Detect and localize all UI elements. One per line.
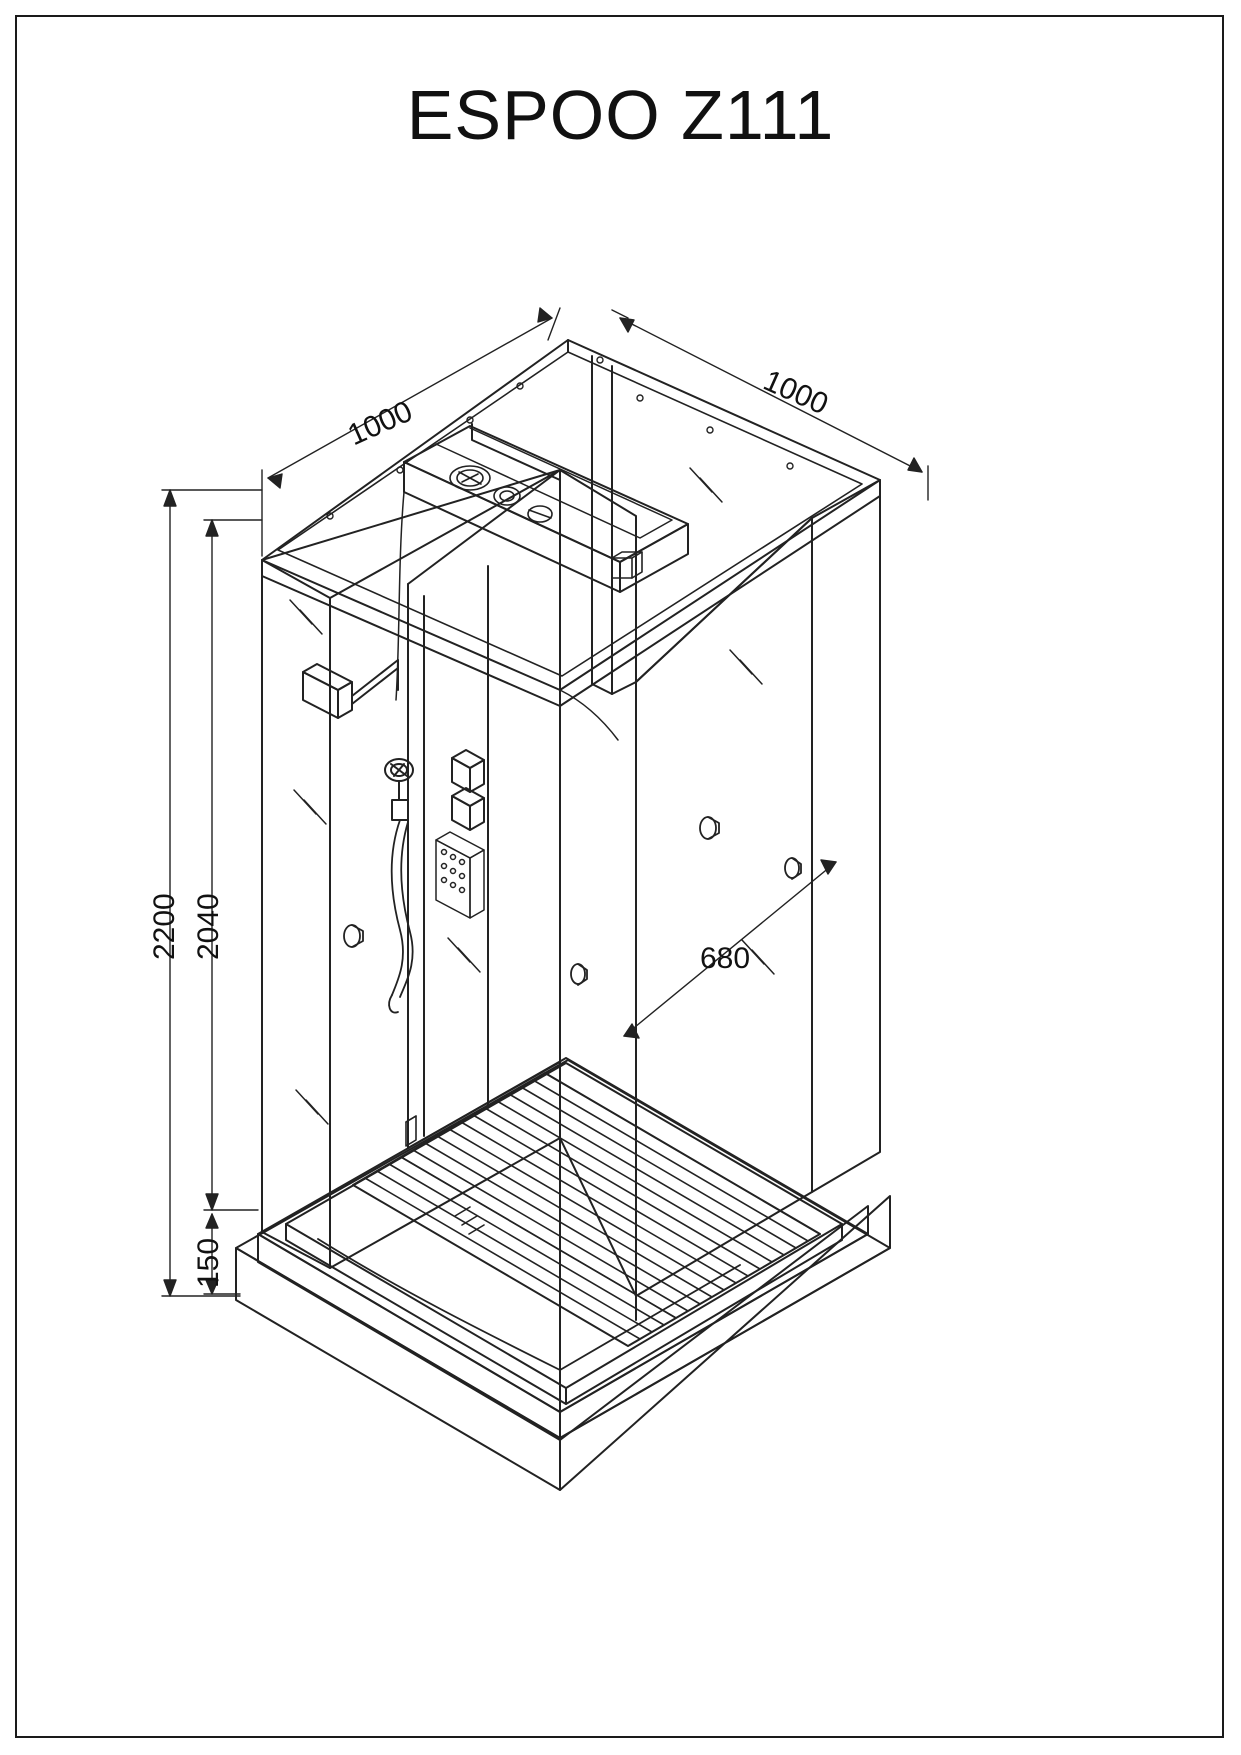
door-handle-rear — [785, 858, 801, 879]
ceiling-panel-cable — [396, 492, 618, 740]
glass-panel-right-highlights — [690, 468, 774, 974]
ceiling-speaker — [494, 487, 520, 505]
shower-tray — [258, 1058, 868, 1440]
massage-jets — [436, 832, 484, 918]
door-handle-left — [344, 925, 363, 947]
shelf-brackets — [303, 660, 398, 718]
base-pedestal — [236, 1060, 890, 1490]
dimension-label-width-right: 1000 — [758, 364, 833, 422]
overhead-light — [450, 466, 490, 490]
glass-panel-left-highlights — [290, 600, 328, 1124]
door-handle-right — [700, 817, 719, 839]
dimension-label-base-height: 150 — [192, 1237, 225, 1288]
ceiling-fan-vent — [528, 506, 552, 522]
page-title: ESPOO Z111 — [406, 76, 835, 154]
shower-hose — [389, 820, 413, 1013]
glass-panel-right — [636, 480, 880, 1296]
dimension-label-cabin-height: 2040 — [192, 893, 225, 960]
door-handle-front — [571, 964, 587, 985]
massage-jet-panel — [452, 750, 484, 830]
ceiling-control-panel — [404, 424, 688, 592]
ceiling-sprinkler — [612, 552, 642, 578]
dimension-label-door-opening: 680 — [700, 942, 751, 975]
dimension-lines — [162, 308, 928, 1296]
door-glass-highlights — [448, 938, 480, 972]
dimension-label-depth-left: 1000 — [343, 394, 418, 453]
aluminium-frame-profiles — [560, 340, 636, 1412]
dimension-label-total-height: 2200 — [148, 893, 181, 960]
